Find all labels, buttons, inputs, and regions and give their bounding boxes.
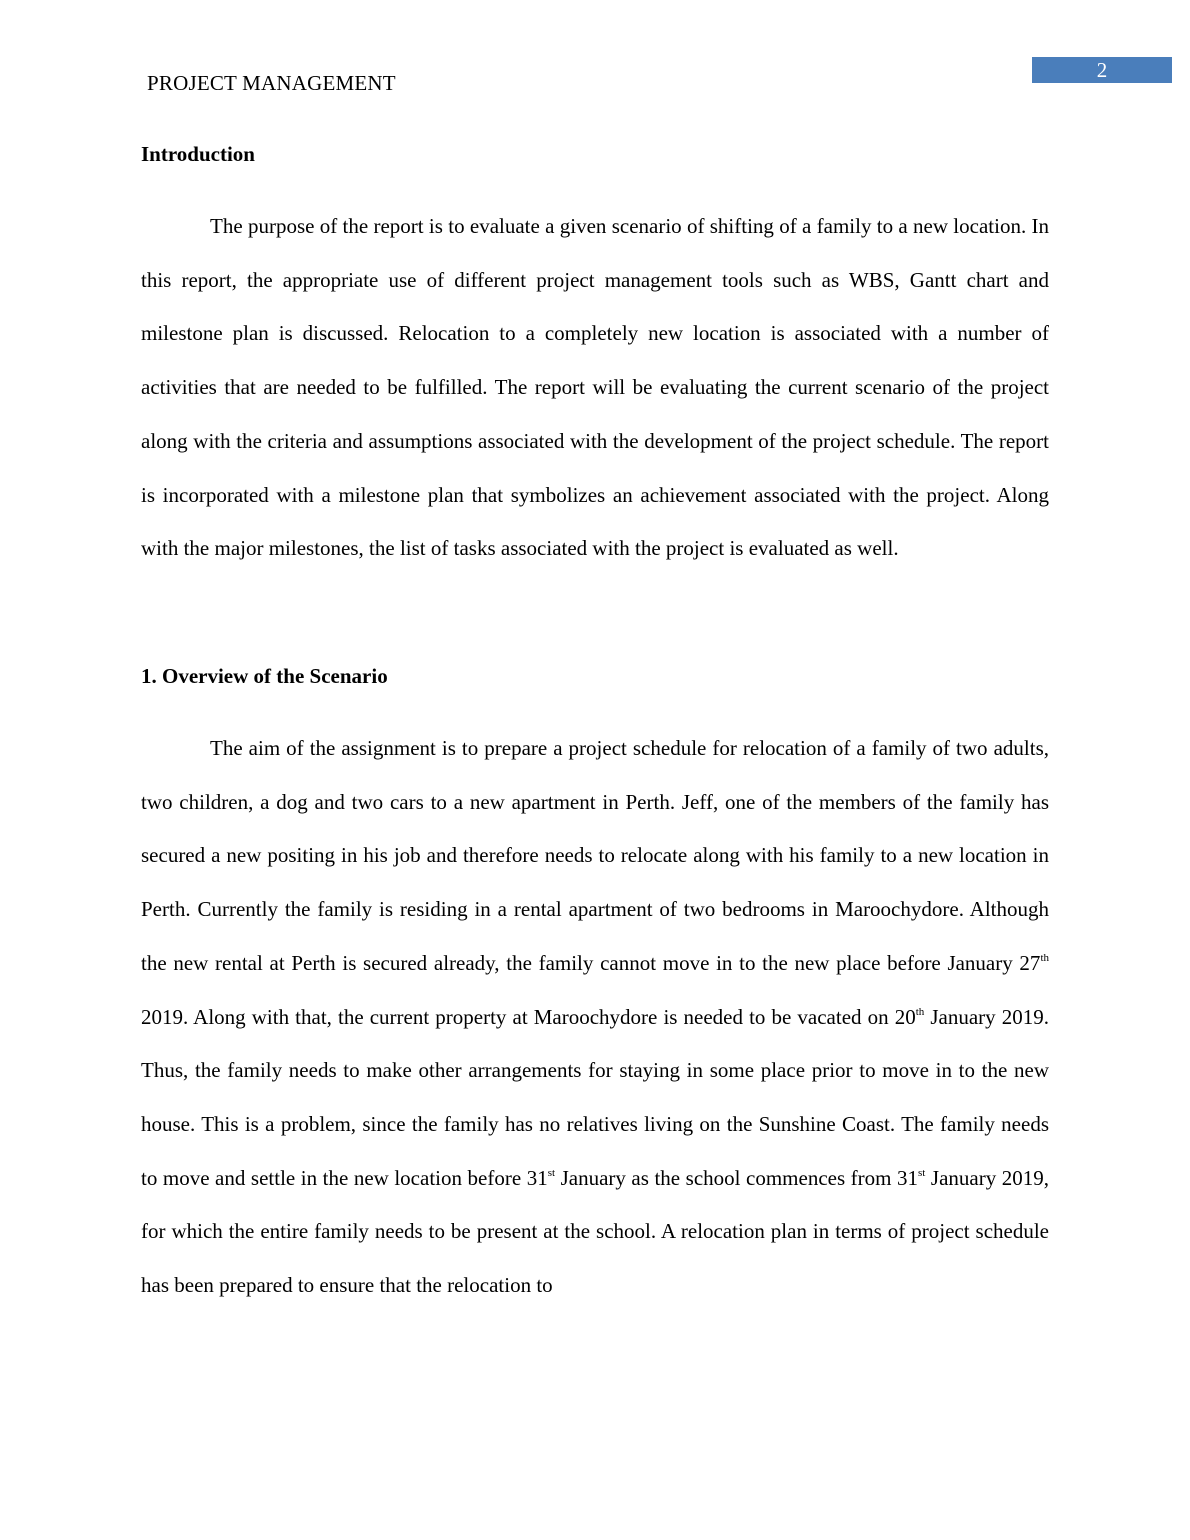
introduction-heading: Introduction bbox=[141, 142, 255, 166]
overview-text-5: January 2019, for which the entire family needs to be present at the school. A relocation plan in terms of project schedule has been prepared to ensure that the relocation to bbox=[141, 1165, 1050, 1298]
introduction-paragraph: The purpose of the report is to evaluate a given scenario of shifting of a family to a new location. In this report, the appropriate use of different project management tools such as WBS, Gantt chart and milestone plan is discussed. Relocation to a completely new location is associated with a number of activities that are needed to be fulfilled. The report will be evaluating the current scenario of the project along with the criteria and assumptions associated with the development of the project schedule. The report is incorporated with a milestone plan that symbolizes an achievement associated with the project. Along with the major milestones, the list of tasks associated with the project is evaluated as well. bbox=[141, 214, 1049, 561]
overview-text-3: January 2019. Thus, the family needs to make other arrangements for staying in some place prior to move in to the new house. This is a problem, since the family has no relatives living on the Sunshine Coast. The family needs to move and settle in the new location before 31 bbox=[141, 1004, 1049, 1190]
ordinal-suffix: th bbox=[915, 1005, 925, 1018]
ordinal-suffix: th bbox=[1040, 951, 1049, 964]
running-head: PROJECT MANAGEMENT bbox=[147, 71, 396, 95]
overview-paragraph bbox=[141, 722, 1049, 1313]
overview-text-1: The aim of the assignment is to prepare a project schedule for relocation of a family of two adults, two children, a dog and two cars to a new apartment in Perth. Jeff, one of the members of the family has secured a new positing in his job and therefore needs to relocate along with his family to a new location in Perth. Currently the family is residing in a rental apartment of two bedrooms in Maroochydore. Although the new rental at Perth is secured already, the family cannot move in to the new place before January 27 bbox=[141, 736, 1049, 975]
page-number: 2 bbox=[1096, 58, 1108, 82]
page-number-box bbox=[1032, 57, 1172, 83]
overview-text-2: 2019. Along with that, the current property at Maroochydore is needed to be vacated on 20 bbox=[141, 1004, 916, 1029]
ordinal-suffix: st bbox=[918, 1166, 926, 1179]
overview-heading: 1. Overview of the Scenario bbox=[141, 664, 388, 688]
overview-text-4: January as the school commences from 31 bbox=[555, 1165, 919, 1190]
ordinal-suffix: st bbox=[547, 1166, 556, 1179]
